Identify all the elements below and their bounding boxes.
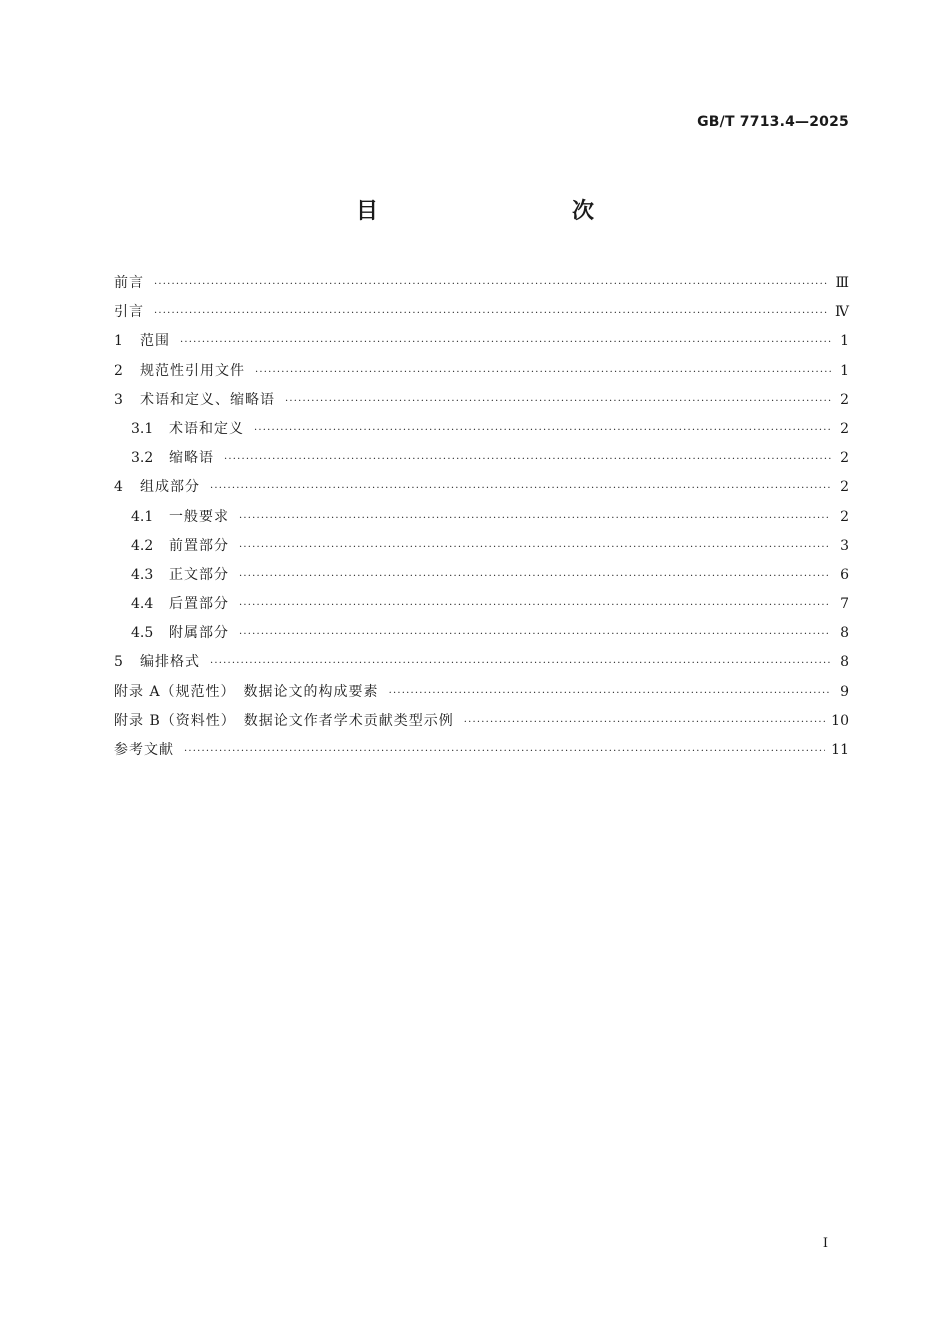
toc-entry-label: 前置部分 bbox=[169, 537, 229, 554]
toc-leader-dots bbox=[239, 504, 831, 533]
toc-entry-3-2[interactable] bbox=[114, 444, 849, 473]
toc-entry-3-1[interactable] bbox=[114, 415, 849, 444]
toc-leader-dots bbox=[239, 562, 831, 591]
toc-entry-page: 8 bbox=[840, 654, 849, 671]
toc-entry-number: 4.1 bbox=[131, 508, 154, 525]
toc-entry-4-2[interactable] bbox=[114, 532, 849, 561]
toc-leader-dots bbox=[224, 445, 831, 474]
toc-entry-label: 前言 bbox=[114, 275, 144, 291]
toc-entry-page: Ⅳ bbox=[835, 304, 849, 321]
toc-entry-page: 2 bbox=[840, 508, 849, 525]
toc-entry-number: 2 bbox=[114, 362, 123, 379]
toc-entry-number: 3.2 bbox=[131, 450, 154, 467]
toc-entry-number: 4.3 bbox=[131, 566, 154, 583]
toc-entry-page: 11 bbox=[831, 742, 849, 758]
toc-entry-page: 10 bbox=[831, 712, 849, 729]
toc-leader-dots bbox=[255, 358, 831, 387]
page-title: 目 次 bbox=[355, 199, 644, 224]
toc-entry-label: 缩略语 bbox=[169, 450, 214, 467]
toc-entry-label: 术语和定义、缩略语 bbox=[140, 391, 275, 408]
toc-entry-number: 3 bbox=[114, 391, 123, 408]
toc-entry-4[interactable] bbox=[114, 473, 849, 502]
toc-entry-page: 2 bbox=[840, 450, 849, 467]
page-number: Ⅰ bbox=[822, 1236, 828, 1251]
toc-entry-label: 引言 bbox=[114, 304, 144, 321]
toc-entry-label: 规范性引用文件 bbox=[140, 362, 245, 379]
toc-leader-dots bbox=[154, 299, 829, 328]
toc-entry-page: 1 bbox=[840, 333, 849, 350]
toc-entry-number: 5 bbox=[114, 654, 123, 671]
toc-entry-5[interactable] bbox=[114, 648, 849, 677]
toc-leader-dots bbox=[254, 416, 831, 445]
toc-entry-2[interactable] bbox=[114, 357, 849, 386]
toc-entry-4-1[interactable] bbox=[114, 503, 849, 532]
toc-entry-page: Ⅲ bbox=[835, 275, 849, 291]
table-of-contents bbox=[114, 269, 849, 765]
toc-entry-number: 4.4 bbox=[131, 596, 154, 613]
toc-entry-page: 3 bbox=[840, 537, 849, 554]
toc-entry-bibliography[interactable] bbox=[114, 736, 849, 765]
toc-entry-label: 组成部分 bbox=[140, 479, 200, 496]
toc-entry-preface[interactable] bbox=[114, 269, 849, 298]
toc-entry-label: 编排格式 bbox=[140, 654, 200, 671]
toc-leader-dots bbox=[239, 591, 831, 620]
toc-entry-1[interactable] bbox=[114, 327, 849, 356]
toc-entry-number: 4 bbox=[114, 479, 123, 496]
toc-entry-label: 附录 B（资料性） 数据论文作者学术贡献类型示例 bbox=[114, 712, 454, 729]
toc-entry-appendix-b[interactable] bbox=[114, 707, 849, 736]
toc-entry-number: 4.5 bbox=[131, 625, 154, 642]
toc-leader-dots bbox=[154, 270, 829, 299]
toc-entry-label: 一般要求 bbox=[169, 508, 229, 525]
toc-entry-number: 1 bbox=[114, 333, 123, 350]
toc-entry-page: 2 bbox=[840, 391, 849, 408]
standard-code: GB/T 7713.4—2025 bbox=[697, 114, 849, 130]
toc-entry-page: 8 bbox=[840, 625, 849, 642]
toc-entry-4-4[interactable] bbox=[114, 590, 849, 619]
toc-entry-label: 正文部分 bbox=[169, 566, 229, 583]
toc-entry-label: 附属部分 bbox=[169, 625, 229, 642]
toc-entry-introduction[interactable] bbox=[114, 298, 849, 327]
toc-entry-page: 9 bbox=[840, 683, 849, 700]
toc-entry-appendix-a[interactable] bbox=[114, 678, 849, 707]
toc-entry-4-5[interactable] bbox=[114, 619, 849, 648]
toc-leader-dots bbox=[239, 533, 831, 562]
toc-leader-dots bbox=[184, 737, 825, 766]
toc-entry-number: 3.1 bbox=[131, 420, 154, 437]
toc-entry-number: 4.2 bbox=[131, 537, 154, 554]
toc-entry-page: 2 bbox=[840, 479, 849, 496]
toc-entry-label: 范围 bbox=[140, 333, 170, 350]
toc-leader-dots bbox=[285, 387, 831, 416]
toc-entry-label: 附录 A（规范性） 数据论文的构成要素 bbox=[114, 683, 379, 700]
toc-entry-3[interactable] bbox=[114, 386, 849, 415]
toc-entry-page: 2 bbox=[840, 420, 849, 437]
toc-leader-dots bbox=[239, 620, 831, 649]
toc-entry-page: 1 bbox=[840, 362, 849, 379]
toc-leader-dots bbox=[389, 679, 831, 708]
toc-entry-4-3[interactable] bbox=[114, 561, 849, 590]
toc-entry-page: 7 bbox=[840, 596, 849, 613]
toc-entry-label: 术语和定义 bbox=[169, 420, 244, 437]
toc-entry-label: 后置部分 bbox=[169, 596, 229, 613]
toc-leader-dots bbox=[210, 474, 831, 503]
toc-leader-dots bbox=[180, 328, 831, 357]
toc-leader-dots bbox=[210, 649, 831, 678]
toc-leader-dots bbox=[464, 708, 825, 737]
toc-entry-label: 参考文献 bbox=[114, 742, 174, 758]
toc-entry-page: 6 bbox=[840, 566, 849, 583]
